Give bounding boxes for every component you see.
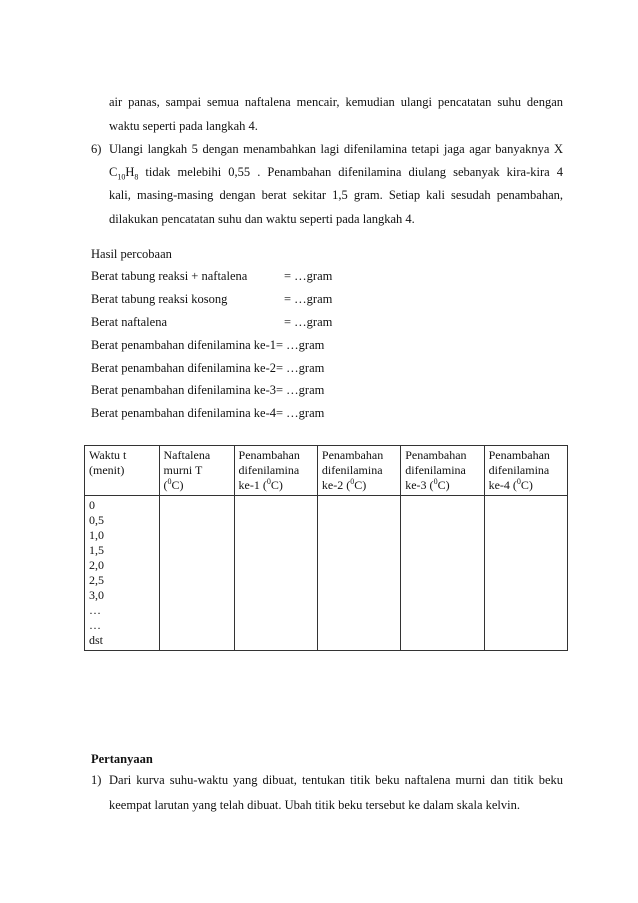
empty-cell[interactable] xyxy=(159,496,234,651)
header-unit xyxy=(239,478,313,493)
time-value: … xyxy=(89,603,101,617)
time-value: 1,5 xyxy=(89,543,104,557)
header-line: difenilamina xyxy=(488,463,550,477)
empty-cell[interactable] xyxy=(234,496,317,651)
results-title: Hasil percobaan xyxy=(91,247,172,261)
header-line: Penambahan xyxy=(321,448,384,462)
result-value: = …gram xyxy=(284,269,333,283)
header-line: difenilamina xyxy=(321,463,383,477)
step6-line-2-rest: tidak melebihi 0,55 . Penambahan difenilamina diulang sebanyak kira-kira 4 xyxy=(138,165,563,179)
unit-open: ( xyxy=(163,478,168,492)
formula-sub-8: 8 xyxy=(134,172,139,182)
empty-cell[interactable] xyxy=(401,496,484,651)
unit-c: C) xyxy=(171,478,184,492)
header-unit xyxy=(405,478,479,493)
result-row xyxy=(91,314,332,330)
time-value: dst xyxy=(89,633,104,647)
unit-open: ke-4 ( xyxy=(488,478,517,492)
result-value: = …gram xyxy=(284,315,333,329)
header-line: (menit) xyxy=(89,463,125,477)
table-header-row xyxy=(85,446,568,496)
step6-line-4: dilakukan pencatatan suhu dan waktu seperti pada langkah 4. xyxy=(109,212,415,226)
time-value: 1,0 xyxy=(89,528,104,542)
result-row xyxy=(91,360,324,376)
degree-sup: 0 xyxy=(433,477,438,486)
header-line: difenilamina xyxy=(238,463,300,477)
result-row xyxy=(91,268,332,284)
result-value: = …gram xyxy=(276,383,325,397)
unit-open: ke-3 ( xyxy=(405,478,434,492)
question-1-line-1: Dari kurva suhu-waktu yang dibuat, tentukan titik beku naftalena murni dan titik beku xyxy=(109,773,563,787)
result-row xyxy=(91,405,324,421)
step6-line-2 xyxy=(109,164,563,180)
time-value: 3,0 xyxy=(89,588,104,602)
header-line: Waktu t xyxy=(89,448,127,462)
step6-line-3: kali, masing-masing dengan berat sekitar 1,5 gram. Setiap kali sesudah penambahan, xyxy=(109,188,563,202)
unit-open: ke-1 ( xyxy=(238,478,267,492)
time-value: 0,5 xyxy=(89,513,104,527)
header-unit xyxy=(489,478,563,493)
header-unit xyxy=(164,478,230,493)
formula-h: H xyxy=(125,165,135,179)
result-value: = …gram xyxy=(284,292,333,306)
result-row xyxy=(91,291,332,307)
question-1-number: 1) xyxy=(91,773,102,787)
degree-sup: 0 xyxy=(167,477,172,486)
step5-line-2: waktu seperti pada langkah 4. xyxy=(109,119,258,133)
header-time xyxy=(85,446,160,496)
header-addition-2 xyxy=(317,446,400,496)
questions-title: Pertanyaan xyxy=(91,752,153,766)
result-label: Berat tabung reaksi + naftalena xyxy=(91,269,248,283)
time-value: 2,0 xyxy=(89,558,104,572)
formula-sub-10: 10 xyxy=(117,172,126,182)
result-value: = …gram xyxy=(276,338,325,352)
header-line: Naftalena xyxy=(163,448,211,462)
result-label: Berat tabung reaksi kosong xyxy=(91,292,228,306)
result-row xyxy=(91,337,324,353)
header-line: murni T xyxy=(163,463,203,477)
unit-c: C) xyxy=(354,478,367,492)
result-value: = …gram xyxy=(276,406,325,420)
unit-open: ke-2 ( xyxy=(321,478,351,492)
degree-sup: 0 xyxy=(516,477,521,486)
degree-sup: 0 xyxy=(350,477,355,486)
header-addition-1 xyxy=(234,446,317,496)
unit-c: C) xyxy=(270,478,283,492)
header-line: Penambahan xyxy=(488,448,550,462)
header-addition-3 xyxy=(401,446,484,496)
empty-cell[interactable] xyxy=(317,496,400,651)
result-row xyxy=(91,382,324,398)
time-value: … xyxy=(89,618,101,632)
header-line: difenilamina xyxy=(405,463,466,477)
degree-sup: 0 xyxy=(266,477,271,486)
step6-number: 6) xyxy=(91,142,102,156)
step6-line-1: Ulangi langkah 5 dengan menambahkan lagi difenilamina tetapi jaga agar banyaknya X xyxy=(109,142,563,156)
question-1-line-2: keempat larutan yang telah dibuat. Ubah titik beku tersebut ke dalam skala kelvin. xyxy=(109,798,520,812)
time-values-cell xyxy=(85,496,160,651)
result-label: Berat penambahan difenilamina ke-1 xyxy=(91,338,276,352)
step5-line-1: air panas, sampai semua naftalena mencair, kemudian ulangi pencatatan suhu dengan xyxy=(109,95,563,109)
empty-cell[interactable] xyxy=(484,496,567,651)
header-line: Penambahan xyxy=(405,448,467,462)
unit-c: C) xyxy=(437,478,450,492)
unit-c: C) xyxy=(520,478,533,492)
header-pure-naphthalene xyxy=(159,446,234,496)
formula-c: C xyxy=(109,165,118,179)
table-body-row xyxy=(85,496,568,651)
header-line: Penambahan xyxy=(238,448,300,462)
result-label: Berat penambahan difenilamina ke-2 xyxy=(91,361,276,375)
result-label: Berat penambahan difenilamina ke-4 xyxy=(91,406,276,420)
result-label: Berat naftalena xyxy=(91,315,167,329)
result-label: Berat penambahan difenilamina ke-3 xyxy=(91,383,276,397)
result-value: = …gram xyxy=(276,361,325,375)
header-addition-4 xyxy=(484,446,567,496)
time-value: 2,5 xyxy=(89,573,104,587)
header-unit xyxy=(322,478,396,493)
observation-table xyxy=(84,445,568,651)
time-value: 0 xyxy=(89,498,95,512)
